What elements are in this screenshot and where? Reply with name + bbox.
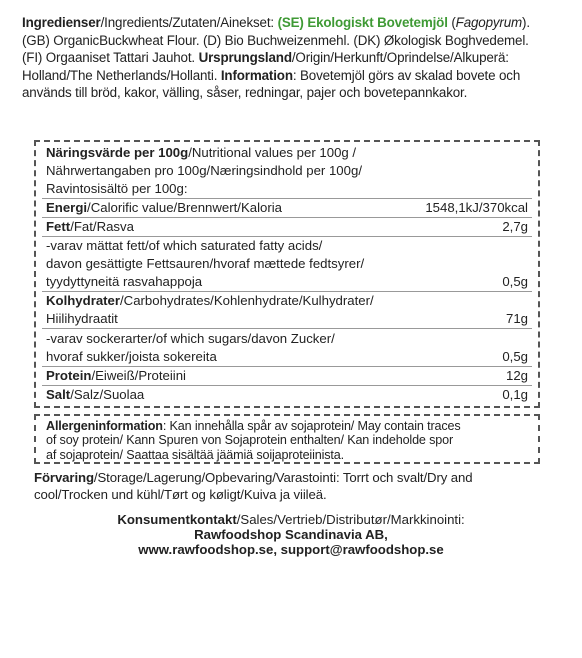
information-heading: Information [220, 67, 293, 83]
salt-value: 0,1g [502, 387, 528, 402]
nutrition-header-text-2: Nährwertangaben pro 100g/Næringsindhold per 100g/ [46, 163, 362, 178]
row-divider [42, 328, 532, 329]
information-text: : Bovetemjöl görs av skalad bovete och används till bröd, kakor, välling, såser, redningar, pajer och bovetepannkakor. [22, 67, 521, 101]
contact-heading-rest: /Sales/Vertrieb/Distributør/Markkinointi: [236, 512, 465, 527]
ingredients-heading-languages: /Ingredients/Zutaten/Ainekset: [100, 15, 278, 30]
energy-value: 1548,1kJ/370kcal [425, 200, 528, 215]
nutrition-header-bold: Näringsvärde per 100g [46, 145, 189, 160]
fat-row [46, 218, 528, 236]
energy-row [46, 199, 528, 217]
contact-company: Rawfoodshop Scandinavia AB, [194, 526, 388, 542]
nutrition-header-rest: /Nutritional values per 100g / [188, 145, 357, 160]
contact-web-email: www.rawfoodshop.se, support@rawfoodshop.se [138, 541, 444, 557]
protein-label-rest: /Eiweiß/Proteiini [91, 368, 186, 383]
allergen-line-3: af sojaprotein/ Saattaa sisältää jäämiä soijaproteiinista. [46, 447, 344, 462]
contact-heading: Konsumentkontakt [117, 512, 237, 527]
sugars-text-2: hvoraf sukker/joista sokereita [46, 349, 217, 364]
allergen-line-1 [46, 419, 530, 433]
allergen-text-1: : Kan innehålla spår av sojaprotein/ May contain traces [162, 419, 461, 433]
contact-line-1 [0, 513, 582, 528]
carbohydrates-text-2: Hiilihydraatit [46, 311, 118, 326]
carbohydrates-row [46, 310, 528, 328]
saturated-fat-value: 0,5g [502, 274, 528, 289]
carbohydrates-label-rest: /Carbohydrates/Kohlenhydrate/Kulhydrater/ [120, 293, 374, 308]
latin-name: Fagopyrum [455, 15, 523, 30]
salt-row [46, 386, 528, 404]
allergen-line-2: of soy protein/ Kann Spuren von Sojaprotein enthalten/ Kan indeholde spor [46, 433, 454, 448]
sugars-row [46, 348, 528, 366]
carbohydrates-label: Kolhydrater [46, 293, 121, 308]
saturated-fat-line-1 [46, 237, 528, 255]
origin-heading: Ursprungsland [198, 50, 292, 66]
storage-text-1: /Storage/Lagerung/Opbevaring/Varastointi: Torrt och svalt/Dry and [93, 470, 473, 485]
latin-open-paren: ( [447, 15, 456, 30]
carbohydrates-value: 71g [505, 311, 528, 326]
protein-row [46, 367, 528, 385]
sugars-text-1: -varav sockerarter/of which sugars/davon Zucker/ [46, 331, 335, 346]
energy-label-rest: /Calorific value/Brennwert/Kaloria [87, 200, 283, 215]
sugars-line-1 [46, 330, 528, 348]
saturated-fat-text-2: davon gesättigte Fettsauren/hvoraf mættede fedtsyrer/ [46, 256, 365, 271]
fat-label: Fett [46, 219, 71, 234]
nutrition-header-line-1 [46, 144, 528, 162]
carbohydrates-line-1 [46, 292, 528, 310]
salt-label-rest: /Salz/Suolaa [70, 387, 145, 402]
ingredients-heading: Ingredienser [22, 15, 101, 30]
ingredients-other-languages: (GB) OrganicBuckwheat Flour. (D) Bio Buchweizenmehl. (DK) Økologisk Boghvedemel. (FI) Orgaaniset Tattari Jauhot. [22, 32, 529, 66]
protein-label: Protein [46, 368, 92, 383]
saturated-fat-line-2 [46, 255, 528, 273]
storage-line-1 [34, 470, 554, 487]
ingredients-paragraph [22, 14, 550, 102]
saturated-fat-text-1: -varav mättat fett/of which saturated fatty acids/ [46, 238, 323, 253]
origin-text: /Origin/Herkunft/Oprindelse/Alkuperä: Holland/The Netherlands/Hollanti. [22, 50, 509, 83]
saturated-fat-text-3: tyydyttyneitä rasvahappoja [46, 274, 203, 289]
nutrition-table [34, 140, 540, 408]
storage-info [34, 470, 554, 504]
energy-label: Energi [46, 200, 88, 215]
storage-heading: Förvaring [34, 470, 94, 485]
fat-label-rest: /Fat/Rasva [70, 219, 134, 234]
fat-value: 2,7g [502, 219, 528, 234]
salt-label: Salt [46, 387, 71, 402]
allergen-heading: Allergeninformation [46, 419, 163, 433]
sugars-value: 0,5g [502, 349, 528, 364]
allergen-box [34, 414, 540, 464]
nutrition-header-line-2 [46, 162, 528, 180]
contact-info [0, 513, 582, 557]
storage-line-2: cool/Trocken und kühl/Tørt og køligt/Kuiva ja viileä. [34, 486, 327, 502]
nutrition-header-text-3: Ravintosisältö per 100g: [46, 181, 188, 196]
protein-value: 12g [505, 368, 528, 383]
latin-close-paren: ). [522, 15, 530, 30]
saturated-fat-row [46, 273, 528, 291]
nutrition-header-line-3 [46, 180, 528, 198]
ingredients-swedish-name: (SE) Ekologiskt Bovetemjöl [277, 15, 448, 30]
